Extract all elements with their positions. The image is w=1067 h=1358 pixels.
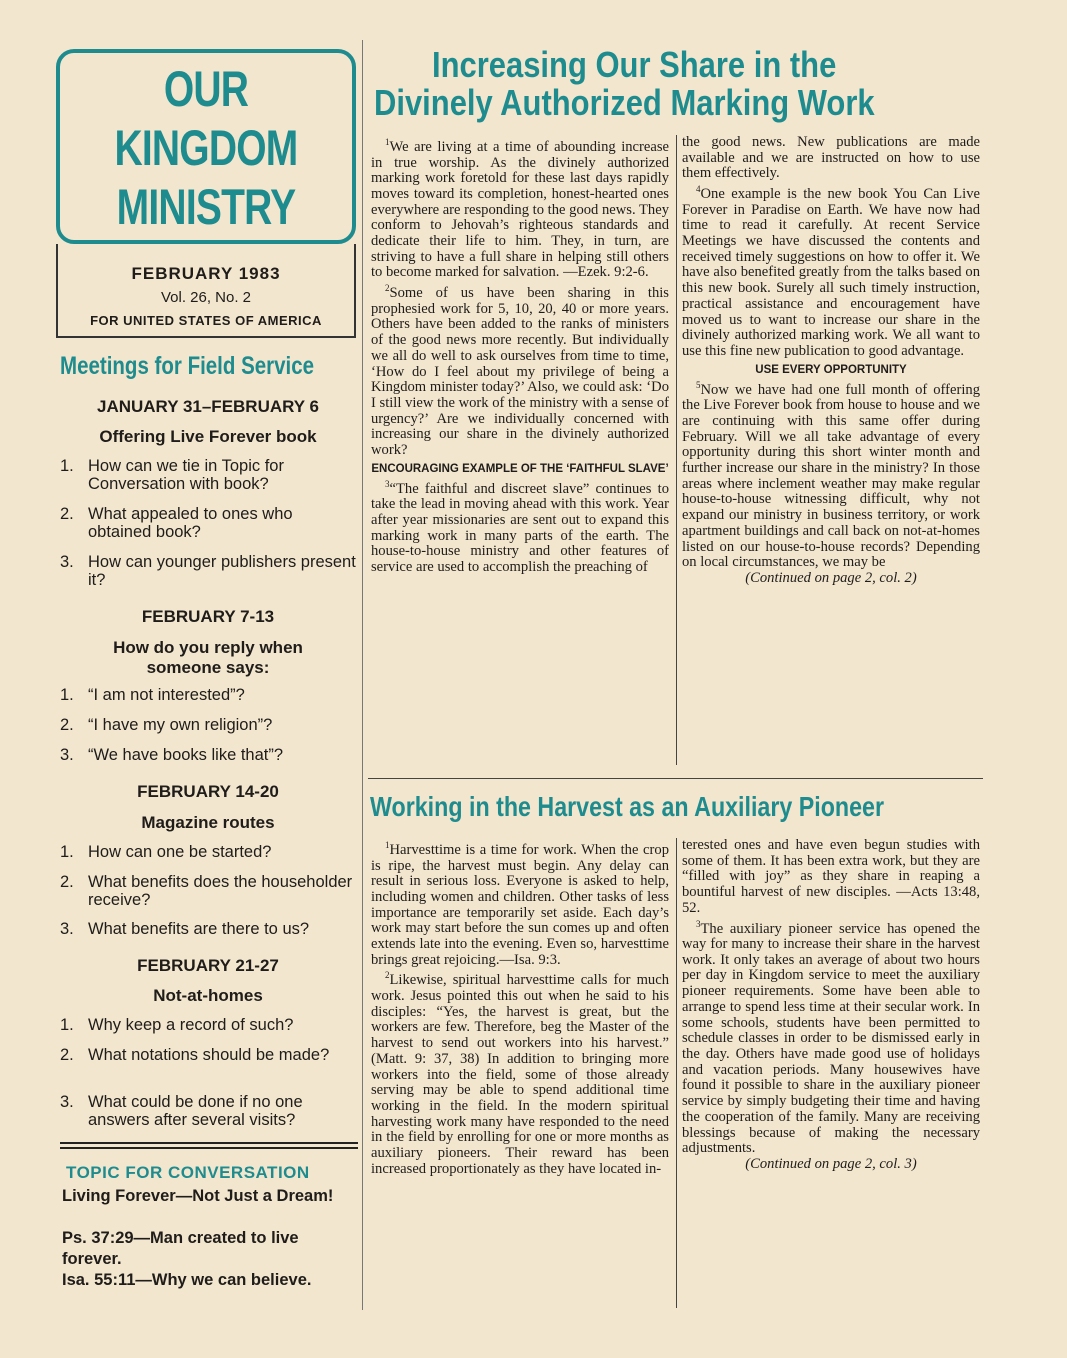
article-1-paragraph-1: $^1$We are living at a time of abounding increase in true worship. As the divinely authorized marking work foretold for these last days rapidly moves toward its completion, honest-hearted ones everywhere are responding to the good news. They conform to Jehovah’s righteous standards and dedicate their life to him. They, in turn, are striving to have a full share in helping still others to become marked for salvation. —Ezek. 9:2-6.: [371, 137, 669, 281]
article-1-paragraph-3: $^3$“The faithful and discreet slave” continues to take the lead in moving ahead with this work. Year after year missionaries are sent out to expand this marking work in many parts of the earth. The house-to-house ministry and other features of service are used to accomplish the preaching of: [371, 478, 669, 576]
article-1-title-line-1: Increasing Our Share in the: [432, 44, 837, 85]
logo-line-our: OUR: [163, 61, 249, 117]
week-3-dates: FEBRUARY 14-20: [137, 782, 279, 801]
article-2-column-divider: [676, 838, 677, 1308]
week-4-dates: FEBRUARY 21-27: [137, 956, 279, 975]
article-1-column-1: [371, 135, 669, 576]
week-1-dates: JANUARY 31–FEBRUARY 6: [96, 397, 319, 416]
article-1-subhead-1: ENCOURAGING EXAMPLE OF THE ‘FAITHFUL SLAVE’: [371, 462, 669, 475]
article-2-paragraph-1: $^1$Harvesttime is a time for work. When the crop is ripe, the harvest must begin. Any delay can result in serious loss. Everyone is asked to help, including women and children. Other tasks of less importance are temporarily set aside. Each day’s work may start before the sun comes up and often extends late into the evening. Even so, harvesttime brings great rejoicing.—Isa. 9:3.: [371, 840, 669, 968]
article-2-title: Working in the Harvest as an Auxiliary Pioneer: [370, 791, 885, 822]
article-2-paragraph-3: $^3$The auxiliary pioneer service has opened the way for many to increase their share in the harvest work. It only takes an average of about two hours per day in Kingdom service to meet the auxiliary pioneer requirements. Some have been able to arrange to spend less time at their secular work. In some schools, students have been permitted to schedule classes in order to be dismissed early in the day. Others have made good use of holidays and vacation periods. Many housewives have found it possible to share in the auxiliary pioneer service by simply budgeting their time and having the cooperation of the family. Many are receiving blessings because of making the necessary adjustments.: [682, 918, 980, 1157]
article-1-paragraph-4: $^4$One example is the new book You Can Live Forever in Paradise on Earth. We have now had time to read it carefully. At recent Service Meetings we have discussed the contents and received timely suggestions on how to offer it. We have also benefited greatly from the talks based on this new book. Surely all such timely instruction, practical assistance and encouragement have moved us to want to increase our share in the divinely authorized marking work. We all want to use this fine new publication to good advantage.: [682, 184, 980, 359]
week-2-topic: How do you reply when someone says:: [113, 638, 303, 677]
article-1-title-line-2: Divinely Authorized Marking Work: [374, 82, 875, 123]
issue-date: FEBRUARY 1983: [131, 264, 281, 283]
topic-line-3: Isa. 55:11—Why we can believe.: [62, 1271, 312, 1289]
meetings-title: Meetings for Field Service: [60, 352, 315, 380]
left-column-divider: [362, 40, 363, 1310]
week-2-dates: FEBRUARY 7-13: [141, 607, 275, 626]
logo-line-kingdom: KINGDOM: [114, 120, 298, 176]
article-1-column-divider: [676, 135, 677, 765]
double-rule-bottom: [60, 1147, 358, 1149]
topic-for-conversation-heading: TOPIC FOR CONVERSATION: [66, 1163, 310, 1182]
week-3-topic: Magazine routes: [141, 813, 275, 832]
article-2-paragraph-2: $^2$Likewise, spiritual harvesttime calls for much work. Jesus pointed this out when he said to his disciples: “Yes, the harvest is great, but the workers are few. Therefore, beg the Master of the harvest to send out workers into his harvest.” (Matt. 9: 37, 38) In addition to bringing more workers into the field, some of those already serving may be able to spend additional time working in the field. In the modern spiritual harvesting work many have responded to the need in the field by enrolling for one or more months as auxiliary pioneers. Their reward has been increased proportionately as they have located in-: [371, 970, 669, 1177]
article-1-paragraph-5: $^5$Now we have had one full month of offering the Live Forever book from house to house and we are continuing with this same offer during February. Will we all take advantage of every opportunity during this short winter month and further increase our share in the ministry? In those areas where inclement weather may make regular house-to-house witnessing difficult, why not expand our ministry in business territory, or work apartment buildings and call back on not-at-homes listed on our house-to-house records? Depending on local circumstances, we may be: [682, 379, 980, 571]
week-1-topic: Offering Live Forever book: [99, 427, 317, 446]
issue-region: FOR UNITED STATES OF AMERICA: [90, 313, 322, 328]
week-4-topic: Not-at-homes: [153, 986, 263, 1005]
article-2-paragraph-2-continued: terested ones and have even begun studies with some of them. It has been extra work, but they are “filled with joy” as they share in reaping a bountiful harvest of new disciples. —Acts 13:48, 52.: [682, 837, 980, 916]
article-divider: [368, 778, 983, 779]
double-rule-top: [60, 1142, 358, 1144]
article-2-column-2: [682, 838, 980, 1173]
topic-line-1: Living Forever—Not Just a Dream!: [62, 1187, 334, 1205]
article-2-column-1: [371, 838, 669, 1177]
issue-info-box: [56, 244, 356, 338]
article-1-paragraph-3-continued: the good news. New publications are made available and we are instructed on how to use them effectively.: [682, 134, 980, 182]
masthead-logo: [56, 49, 356, 244]
article-1-paragraph-2: $^2$Some of us have been sharing in this prophesied work for 5, 10, 20, 40 or more years. Others have been added to the ranks of ministers of the good news more recently. But individually we all do well to ask ourselves from time to time, ‘How do I feel about my privilege of being a Kingdom minister today?’ Also, we could ask: ‘Do I still view the work of the ministry with a sense of urgency?’ Are we individually concerned with increasing our share in the divinely authorized work?: [371, 283, 669, 459]
logo-line-ministry: MINISTRY: [116, 179, 296, 235]
issue-volume: Vol. 26, No. 2: [160, 289, 252, 306]
article-2-continued-note: (Continued on page 2, col. 3): [745, 1155, 917, 1172]
article-1-subhead-2: USE EVERY OPPORTUNITY: [755, 363, 907, 376]
article-1-continued-note: (Continued on page 2, col. 2): [745, 570, 917, 586]
topic-line-2: Ps. 37:29—Man created to live forever.: [62, 1229, 299, 1268]
article-1-column-2: [682, 135, 980, 587]
